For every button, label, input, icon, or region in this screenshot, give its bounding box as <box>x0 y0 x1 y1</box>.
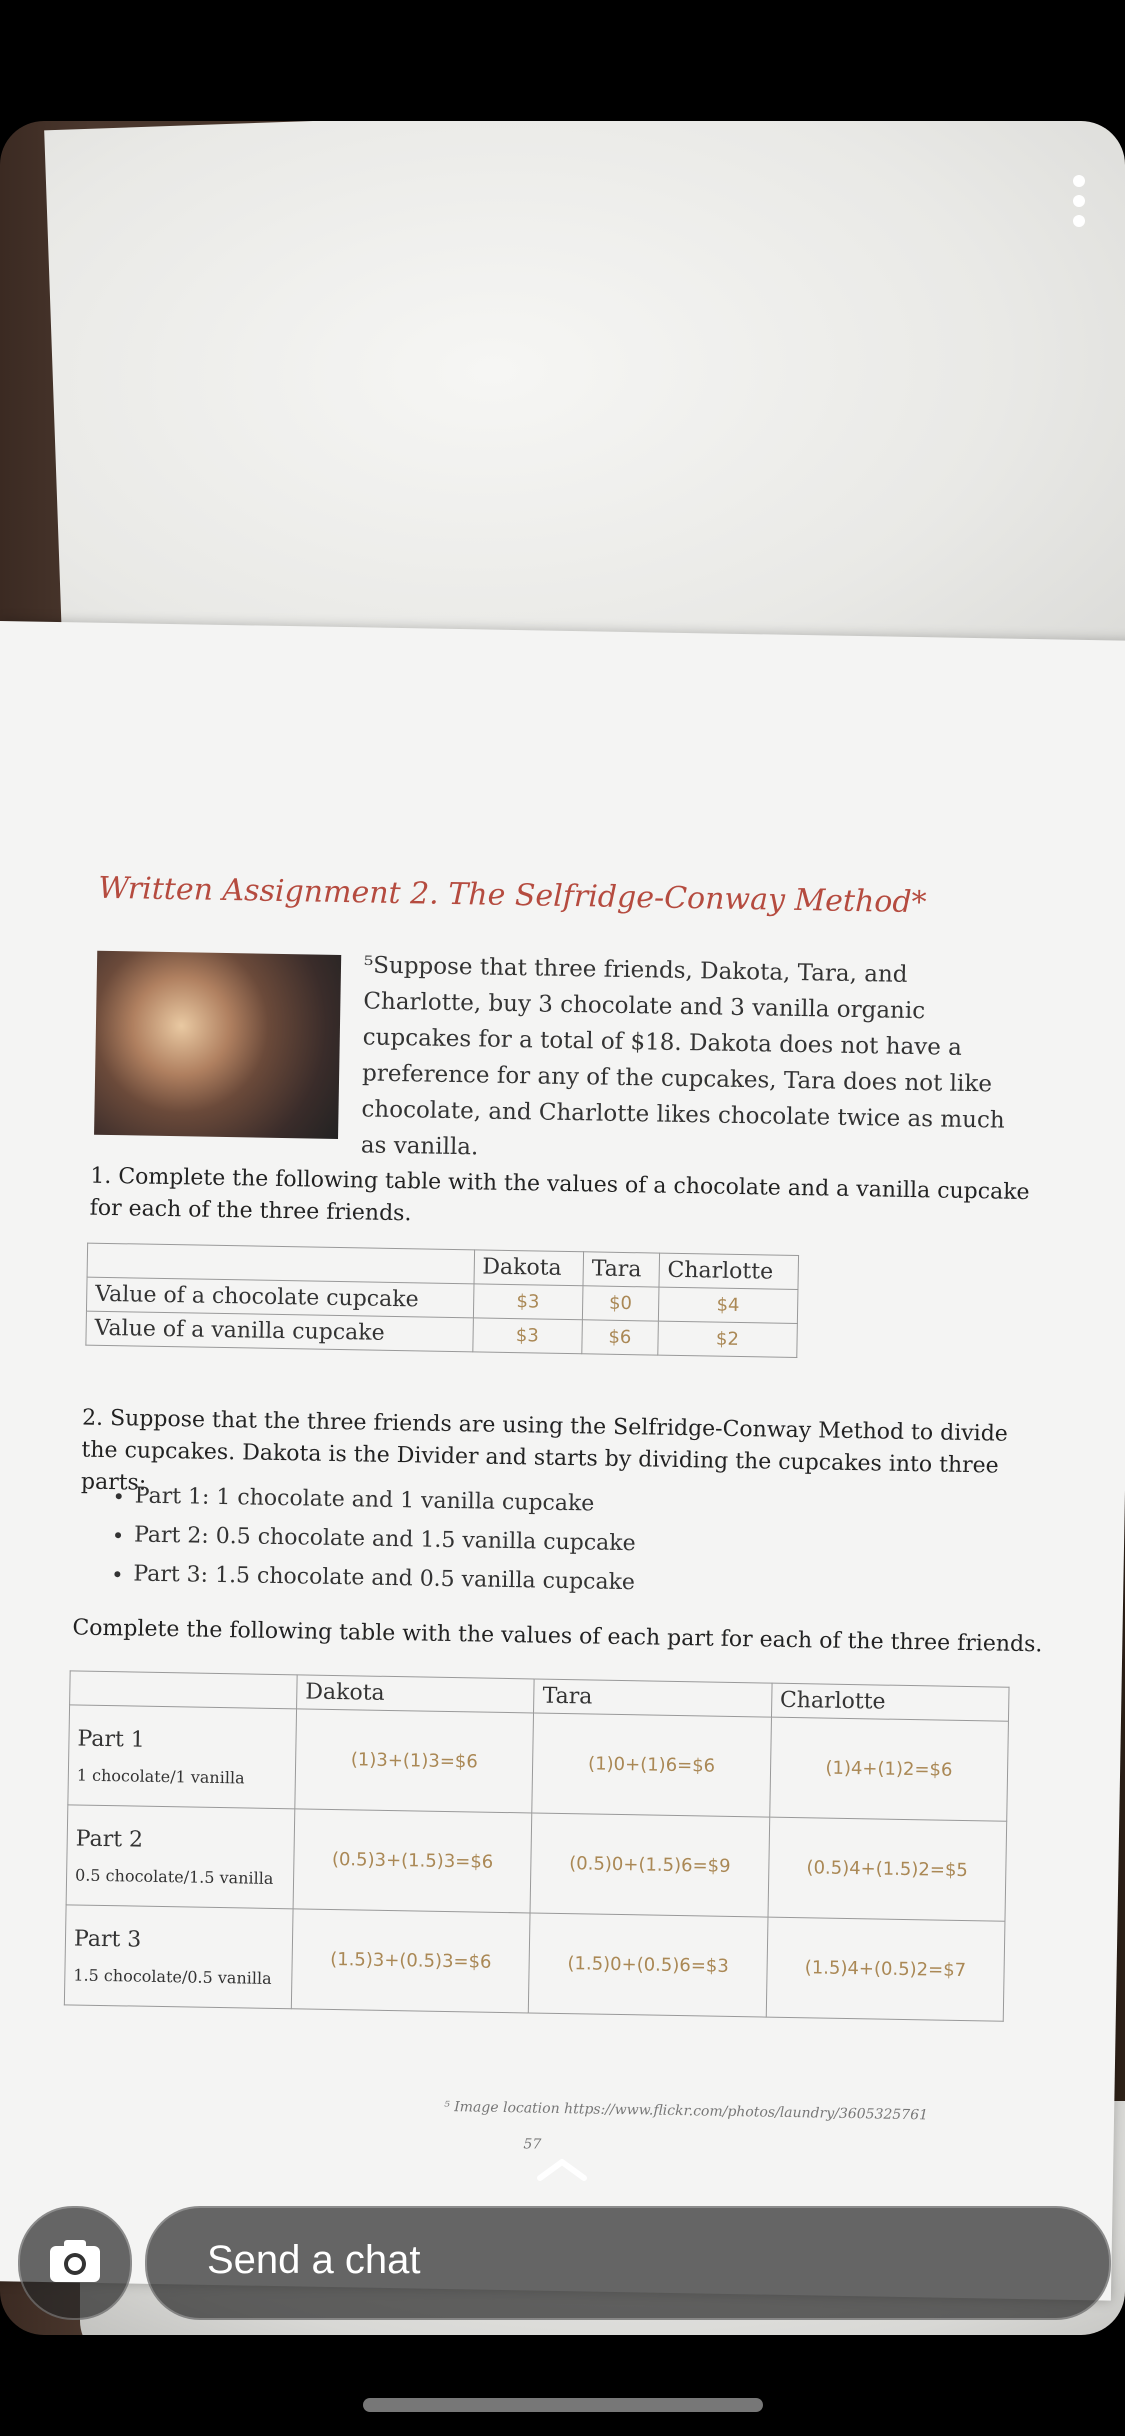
value-cell: $4 <box>658 1287 798 1323</box>
part-label-cell <box>68 1705 297 1809</box>
home-indicator[interactable] <box>363 2398 763 2412</box>
value-cell: (0.5)4+(1.5)2=$5 <box>768 1817 1007 1921</box>
row-label: Value of a chocolate cupcake <box>86 1277 473 1318</box>
chat-input[interactable] <box>145 2206 1111 2320</box>
question-1: 1. Complete the following table with the values of a chocolate and a vanilla cupcake for each of the three friends. <box>89 1163 1030 1227</box>
header-cell: Dakota <box>474 1250 584 1286</box>
part-desc: 1 chocolate/1 vanilla <box>76 1765 245 1787</box>
list-item: • Part 3: 1.5 chocolate and 0.5 vanilla cupcake <box>133 1561 635 1595</box>
page-number: 57 <box>523 2136 542 2153</box>
value-table <box>85 1243 799 1358</box>
worksheet-page <box>0 621 1125 2301</box>
value-cell: (1.5)0+(0.5)6=$3 <box>529 1913 768 2017</box>
row-label: Value of a vanilla cupcake <box>86 1311 473 1352</box>
part-desc: 1.5 chocolate/0.5 vanilla <box>73 1964 272 1988</box>
header-cell: Charlotte <box>659 1253 799 1289</box>
question-2b: Complete the following table with the values of each part for each of the three friends. <box>72 1615 1043 1658</box>
intro-text: ⁵Suppose that three friends, Dakota, Tara, and Charlotte, buy 3 chocolate and 3 vanilla organic cupcakes for a total of $18. Dakota does not have a preference for any of the cupcakes, Tara does not like chocolate, and Charlotte likes chocolate twice as much as vanilla. <box>360 952 1005 1161</box>
value-cell: $3 <box>472 1318 582 1354</box>
more-options-icon[interactable] <box>1071 175 1087 235</box>
part-name: Part 2 <box>75 1826 144 1853</box>
value-cell: $2 <box>657 1321 797 1357</box>
parts-table <box>64 1670 1010 2021</box>
chevron-up-icon[interactable] <box>536 2158 588 2182</box>
header-cell: Charlotte <box>771 1683 1009 1721</box>
value-cell: (1.5)4+(0.5)2=$7 <box>766 1917 1005 2021</box>
value-cell: (1)4+(1)2=$6 <box>769 1717 1008 1821</box>
part-list <box>93 1483 637 1609</box>
header-cell: Dakota <box>297 1675 535 1713</box>
header-cell <box>70 1671 298 1709</box>
value-cell: (1)0+(1)6=$6 <box>532 1713 771 1817</box>
value-cell: (0.5)0+(1.5)6=$9 <box>530 1813 769 1917</box>
value-cell: (1.5)3+(0.5)3=$6 <box>291 1909 530 2013</box>
part-desc: 0.5 chocolate/1.5 vanilla <box>74 1865 274 1888</box>
value-cell: (0.5)3+(1.5)3=$6 <box>293 1809 532 1913</box>
camera-button[interactable] <box>18 2206 132 2320</box>
part-name: Part 1 <box>77 1726 145 1753</box>
chat-placeholder: Send a chat <box>207 2238 421 2282</box>
value-cell: (1)3+(1)3=$6 <box>295 1709 534 1813</box>
cupcake-image <box>94 951 341 1139</box>
part-label-cell <box>66 1805 295 1909</box>
list-item: • Part 2: 0.5 chocolate and 1.5 vanilla cupcake <box>134 1522 636 1556</box>
table-row <box>68 1705 1009 1821</box>
table-row <box>64 1905 1005 2021</box>
part-name: Part 3 <box>73 1925 142 1953</box>
camera-icon <box>20 2208 130 2318</box>
part-label-cell <box>64 1905 293 2009</box>
header-cell: Tara <box>534 1679 772 1717</box>
footnote: ⁵ Image location https://www.flickr.com/photos/laundry/3605325761 <box>443 2098 929 2124</box>
value-cell: $6 <box>582 1320 658 1355</box>
photo <box>0 121 1125 2335</box>
value-cell: $0 <box>582 1286 658 1321</box>
value-cell: $3 <box>473 1284 583 1320</box>
header-cell: Tara <box>583 1252 659 1287</box>
list-item: • Part 1: 1 chocolate and 1 vanilla cupcake <box>135 1483 637 1517</box>
assignment-title: Written Assignment 2. The Selfridge-Conway Method* <box>98 870 927 921</box>
question-2: 2. Suppose that the three friends are using the Selfridge-Conway Method to divide the cupcakes. Dakota is the Divider and starts by dividing the cupcakes into three parts: <box>80 1405 1009 1496</box>
table-row <box>66 1805 1007 1921</box>
